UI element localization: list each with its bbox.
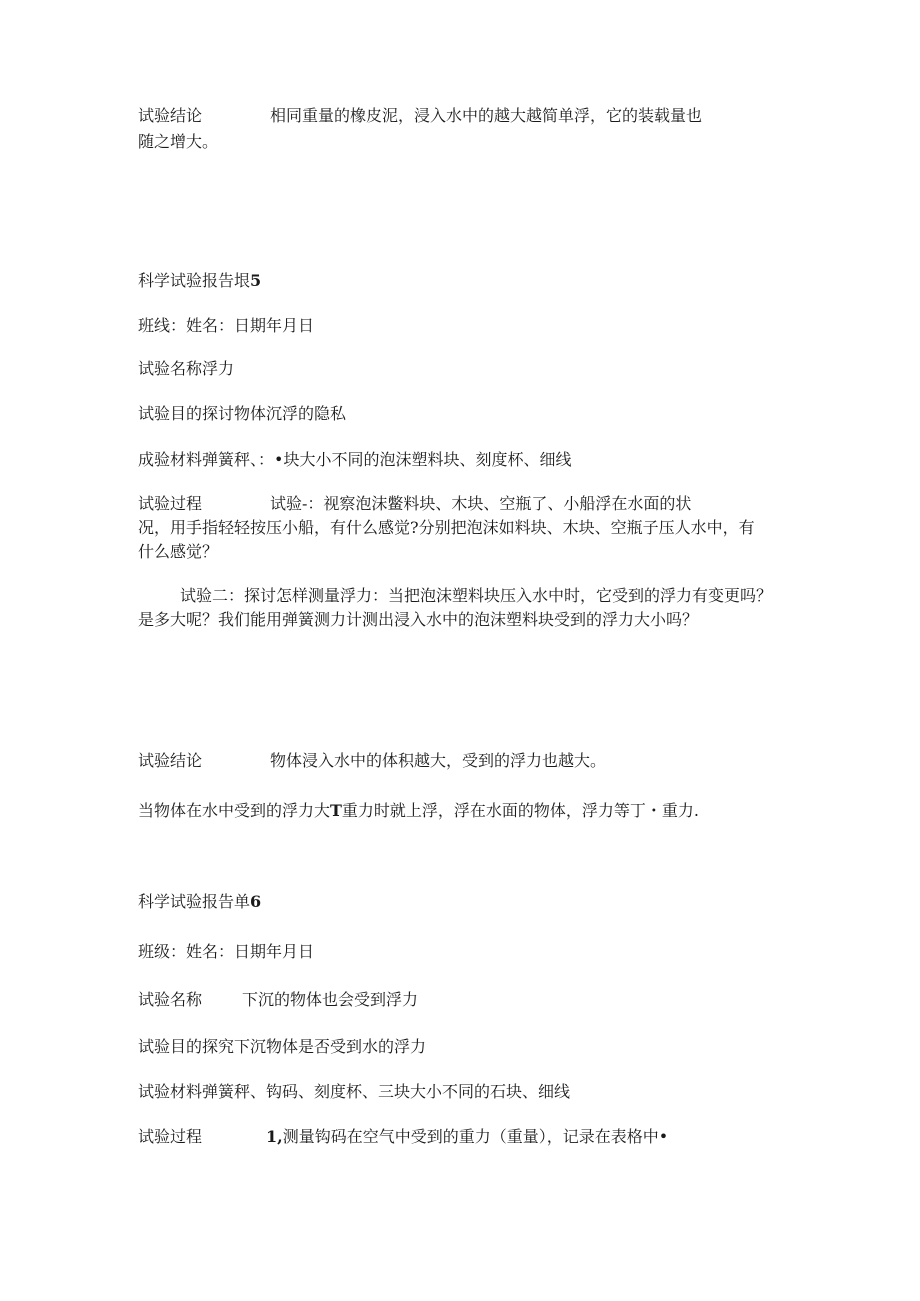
report5-title-number: 5 (250, 271, 262, 290)
report5-conclusion-line (138, 750, 606, 772)
report5-extra-bold: T (330, 801, 342, 820)
report5-process-text-1: 试验-：视察泡沫鳖料块、木块、空瓶了、小船浮在水面的状 (270, 494, 692, 513)
report6-name-line (138, 989, 418, 1011)
report5-title-prefix: 科学试验报告垠 (138, 271, 251, 290)
report5-info-line: 班线：姓名：日期年月日 (138, 316, 315, 335)
report5-process-line-3: 什么感觉？ (138, 542, 219, 561)
report6-info-line: 班级：姓名：日期年月日 (138, 942, 315, 961)
report5-process-label: 试验过程 (138, 494, 203, 513)
report5-materials-line: 成验材料弹簧秤、：•块大小不同的泡沫塑料块、刻度杯、细线 (138, 450, 572, 469)
prev-conclusion-line-1 (138, 105, 702, 127)
report5-extra-suffix: 重力时就上浮，浮在水面的物体，浮力等丁・重力. (341, 801, 700, 820)
report6-name-label: 试验名称 (138, 990, 203, 1009)
report6-materials-line: 试验材料弹簧秤、钩码、刻度杯、三块大小不同的石块、细线 (138, 1082, 571, 1101)
report6-purpose-line: 试验目的探究下沉物体是否受到水的浮力 (138, 1037, 427, 1056)
report5-conclusion-label: 试验结论 (138, 751, 203, 770)
report5-title (138, 270, 261, 292)
prev-conclusion-label: 试验结论 (138, 106, 203, 125)
prev-conclusion-line-2: 随之增大。 (138, 132, 219, 151)
prev-conclusion-text-1: 相同重量的橡皮泥，浸入水中的越大越简单浮，它的装载量也 (270, 106, 703, 125)
report6-process-number: 1, (266, 1127, 283, 1146)
report6-process-label: 试验过程 (138, 1127, 203, 1146)
report5-name-line: 试验名称浮力 (138, 359, 235, 378)
report6-title (138, 891, 261, 913)
report6-process-text: 测量钩码在空气中受到的重力（重量），记录在表格中• (282, 1127, 669, 1146)
report5-extra-prefix: 当物体在水中受到的浮力大 (138, 801, 331, 820)
report6-name-text: 下沉的物体也会受到浮力 (242, 990, 419, 1009)
report5-extra-line (138, 800, 699, 822)
report5-process-line-1 (138, 493, 691, 515)
report5-conclusion-text: 物体浸入水中的体积越大，受到的浮力也越大。 (270, 751, 607, 770)
report6-title-number: 6 (250, 892, 262, 911)
report5-exp2-line-2: 是多大呢？我们能用弹簧测力计测出浸入水中的泡沫塑料块受到的浮力大小吗？ (138, 610, 699, 629)
report5-process-line-2: 况，用手指轻轻按压小船，有什么感觉?分别把泡沫如料块、木块、空瓶子压人水中，有 (138, 518, 755, 537)
report5-exp2-line-1: 试验二：探讨怎样测量浮力：当把泡沫塑料块压入水中时，它受到的浮力有变更吗？ (180, 586, 773, 605)
report6-title-prefix: 科学试验报告单 (138, 892, 251, 911)
report6-process-line (138, 1126, 668, 1148)
report5-purpose-line: 试验目的探讨物体沉浮的隐私 (138, 404, 347, 423)
